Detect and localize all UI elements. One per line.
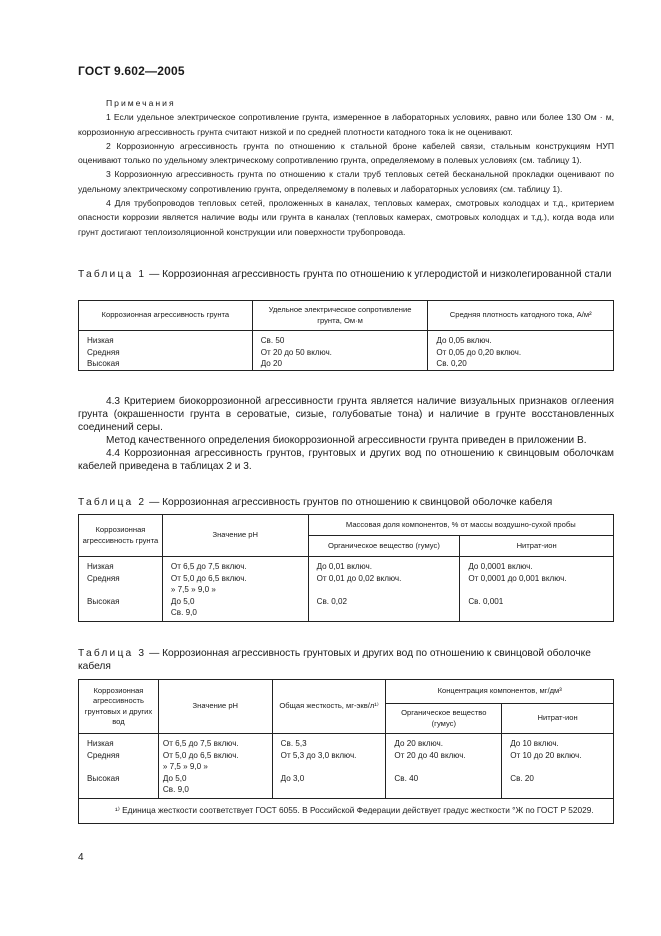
table2-header: Коррозионная агрессивность грунта (79, 515, 163, 557)
table-cell: От 0,05 до 0,20 включ. (428, 347, 614, 359)
table-cell: До 0,05 включ. (428, 331, 614, 347)
table-row (79, 331, 614, 347)
table-cell: От 6,5 до 7,5 включ. (162, 557, 308, 573)
table-row (79, 557, 614, 573)
table-cell: До 20 включ. (386, 734, 502, 750)
note-item: 1 Если удельное электрическое сопротивление грунта, измеренное в лабораторных условиях, равно или более 130 Ом · м, коррозионную агрессивность грунта считают низкой и по средней плотности катодного тока iк не оценивают. (78, 112, 614, 137)
table-cell: Высокая (79, 358, 253, 370)
table3-header: Концентрация компонентов, мг/дм³ (386, 680, 614, 704)
table3-header: Коррозионная агрессивность грунтовых и других вод (79, 680, 159, 734)
table-cell: Высокая (79, 596, 163, 622)
table-row (79, 358, 614, 370)
table3-footnote: ¹⁾ Единица жесткости соответствует ГОСТ 6055. В Российской Федерации действует градус жесткости °Ж по ГОСТ Р 52029. (79, 798, 614, 823)
document-header: ГОСТ 9.602—2005 (78, 64, 185, 78)
body-text (78, 395, 614, 474)
table3-label: Таблица 3 (78, 648, 147, 659)
page-number: 4 (78, 852, 84, 863)
table-cell: От 5,0 до 6,5 включ. » 7,5 » 9,0 » (162, 573, 308, 596)
table-row (79, 596, 614, 622)
table-cell: Высокая (79, 773, 159, 799)
table1-header: Средняя плотность катодного тока, А/м² (428, 301, 614, 331)
table-cell: До 3,0 (272, 773, 386, 799)
notes-title: Примечания (106, 98, 176, 108)
table3-header: Органическое вещество (гумус) (386, 704, 502, 734)
table-cell: Средняя (79, 750, 159, 773)
table-cell: От 6,5 до 7,5 включ. (158, 734, 272, 750)
notes-block (78, 96, 614, 239)
note-item: 4 Для трубопроводов тепловых сетей, проложенных в каналах, тепловых камерах, смотровых колодцах и т.д., критерием опасности коррозии является наличие воды или грунта в каналах (тепловых камерах, смотровых колодцах и т.д.), когда вода или грунт достигают теплоизоляционной конструкции или поверхности трубопровода. (78, 198, 614, 237)
body-paragraph: 4.3 Критерием биокоррозионной агрессивности грунта является наличие визуальных признаков оглеения грунта (окрашенности грунта в сероватые, сизые, голубоватые тона) и наличие в грунте восстановленных соединений серы. (78, 396, 614, 434)
table-cell: До 0,01 включ. (308, 557, 460, 573)
table-cell: От 20 до 50 включ. (252, 347, 428, 359)
table3 (78, 679, 614, 824)
table-cell: Св. 20 (502, 773, 614, 799)
body-paragraph: Метод качественного определения биокоррозионной агрессивности грунта приведен в приложении В. (106, 435, 587, 447)
table2-label: Таблица 2 (78, 497, 147, 508)
table2-header: Нитрат-ион (460, 536, 614, 557)
table-row (79, 750, 614, 773)
table1-header: Коррозионная агрессивность грунта (79, 301, 253, 331)
table-cell: Св. 50 (252, 331, 428, 347)
table-cell: До 0,0001 включ. (460, 557, 614, 573)
table1 (78, 300, 614, 371)
note-item: 3 Коррозионную агрессивность грунта по отношению к стали труб тепловых сетей бесканальной прокладки оценивают по удельному электрическому сопротивлению грунта, определяемому в полевых и лабораторных условиях (см. таблицу 1). (78, 169, 614, 194)
table-cell: Св. 0,02 (308, 596, 460, 622)
table2-header: Значение pH (162, 515, 308, 557)
table-cell: Низкая (79, 331, 253, 347)
table3-caption: — Коррозионная агрессивность грунтовых и других вод по отношению к свинцовой оболочке кабеля (78, 648, 591, 672)
table2 (78, 514, 614, 622)
table-cell: Св. 40 (386, 773, 502, 799)
table-cell: От 20 до 40 включ. (386, 750, 502, 773)
table-cell: Низкая (79, 734, 159, 750)
table1-title (78, 268, 614, 281)
table3-header: Общая жесткость, мг-экв/л¹⁾ (272, 680, 386, 734)
table3-header: Нитрат-ион (502, 704, 614, 734)
table-cell: От 0,0001 до 0,001 включ. (460, 573, 614, 596)
table-cell: До 10 включ. (502, 734, 614, 750)
table3-title (78, 647, 614, 673)
table1-caption: — Коррозионная агрессивность грунта по отношению к углеродистой и низколегированной стали (146, 269, 612, 280)
table-cell: До 5,0 Св. 9,0 (158, 773, 272, 799)
table-cell: Св. 0,20 (428, 358, 614, 370)
table-cell: От 0,01 до 0,02 включ. (308, 573, 460, 596)
table-cell: Средняя (79, 347, 253, 359)
table-cell: От 5,3 до 3,0 включ. (272, 750, 386, 773)
table2-title (78, 496, 614, 509)
table-cell: До 20 (252, 358, 428, 370)
table-cell: Низкая (79, 557, 163, 573)
table-cell: От 10 до 20 включ. (502, 750, 614, 773)
table-row (79, 347, 614, 359)
table1-label: Таблица 1 (78, 269, 147, 280)
table-cell: До 5,0 Св. 9,0 (162, 596, 308, 622)
table1-header: Удельное электрическое сопротивление грунта, Ом·м (252, 301, 428, 331)
table-cell: От 5,0 до 6,5 включ. » 7,5 » 9,0 » (158, 750, 272, 773)
table2-caption: — Коррозионная агрессивность грунтов по отношению к свинцовой оболочке кабеля (146, 497, 553, 508)
note-item: 2 Коррозионную агрессивность грунта по отношению к стальной броне кабелей связи, стальным конструкциям НУП оценивают только по удельному электрическому сопротивлению грунта, определяемому в полевых условиях (см. таблицу 1). (78, 140, 614, 166)
table-cell: Средняя (79, 573, 163, 596)
table-row (79, 773, 614, 799)
table-cell: Св. 5,3 (272, 734, 386, 750)
table-row (79, 573, 614, 596)
body-paragraph: 4.4 Коррозионная агрессивность грунтов, грунтовых и других вод по отношению к свинцовым оболочкам кабелей приведена в таблицах 2 и 3. (78, 448, 614, 473)
table2-header: Массовая доля компонентов, % от массы воздушно-сухой пробы (308, 515, 613, 536)
table-footnote-row (79, 798, 614, 823)
table-cell: Св. 0,001 (460, 596, 614, 622)
table-row (79, 734, 614, 750)
table2-header: Органическое вещество (гумус) (308, 536, 460, 557)
table3-header: Значение pH (158, 680, 272, 734)
